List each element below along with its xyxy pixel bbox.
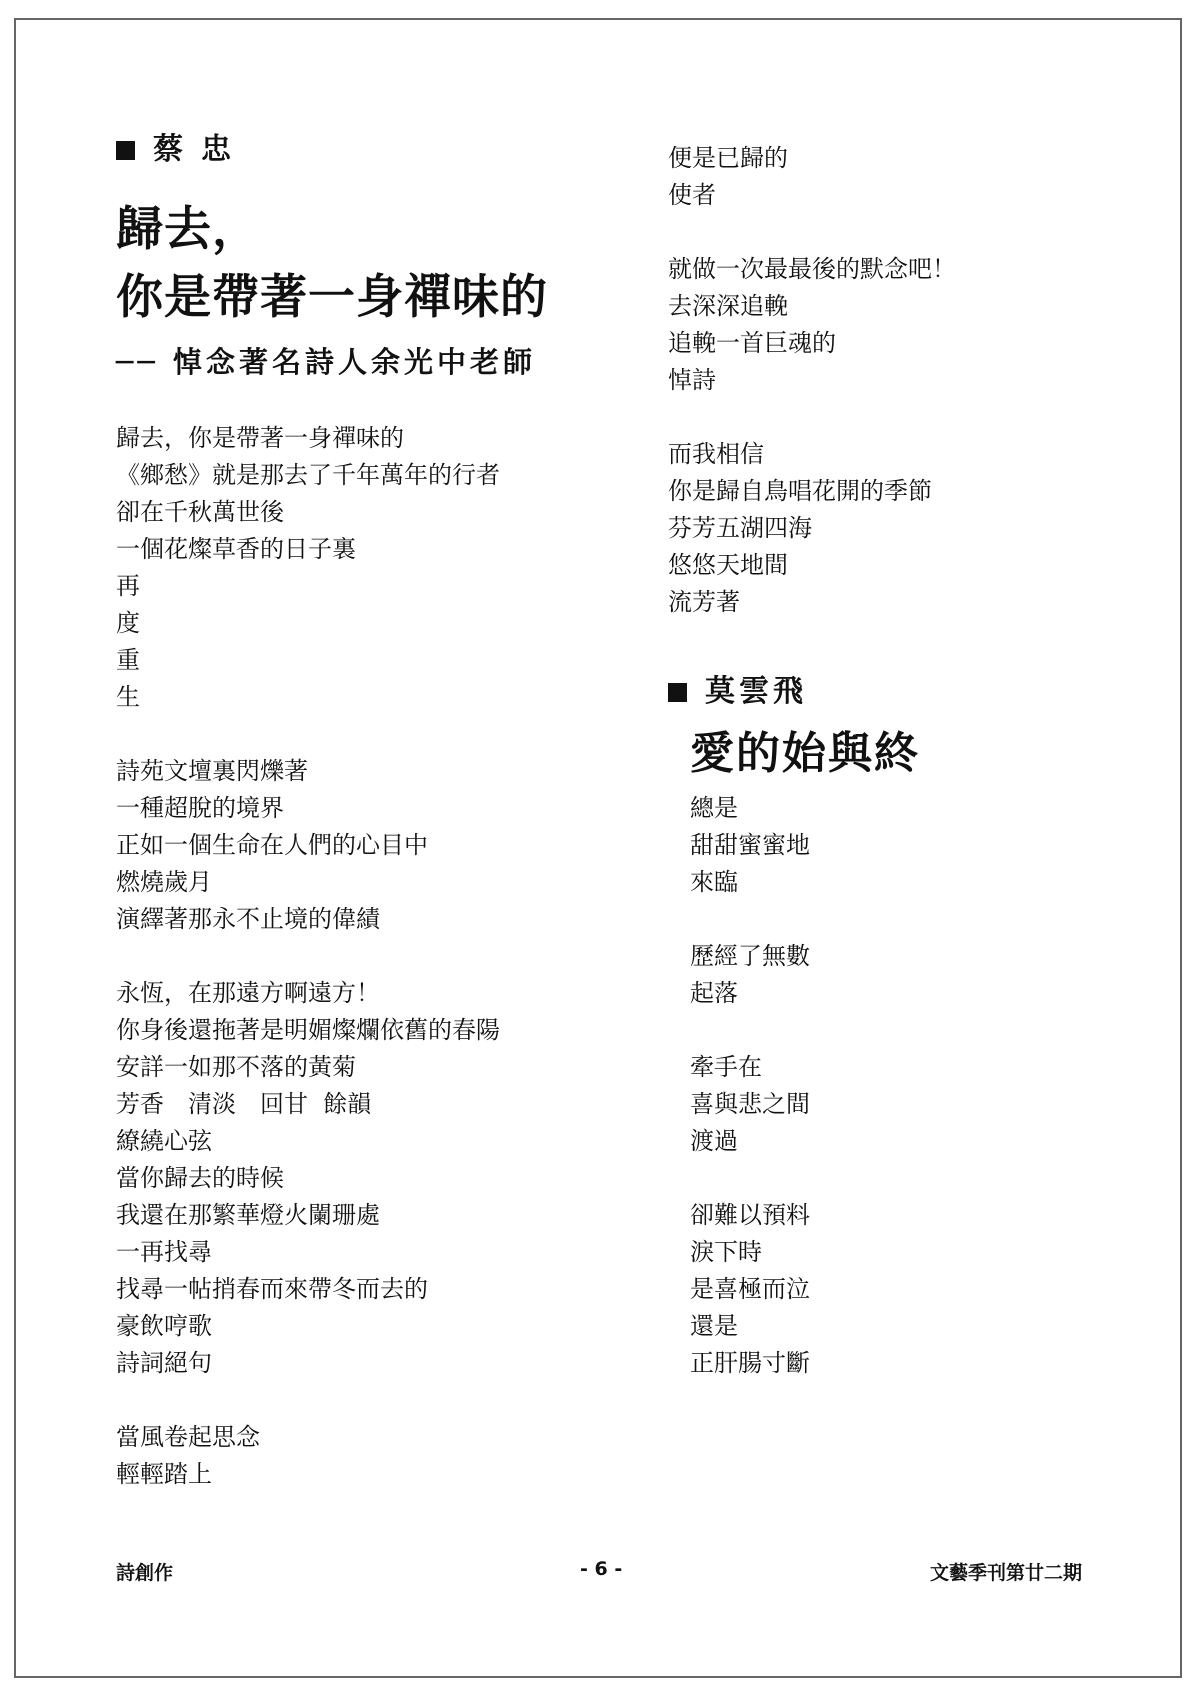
poem-line: 總是 — [690, 794, 738, 822]
poem-line: 還是 — [690, 1312, 738, 1340]
poem-line: 詩苑文壇裏閃爍著 — [116, 757, 308, 785]
poem-line: 豪飲哼歌 — [116, 1312, 212, 1340]
poem-line: 正如一個生命在人們的心目中 — [116, 831, 428, 859]
author-name: 蔡忠 — [153, 132, 249, 167]
stanza-gap — [690, 1012, 1090, 1049]
poem-line: 喜與悲之間 — [690, 1090, 810, 1118]
title-line: 你是帶著一身禪味的 — [116, 270, 548, 325]
poem-line: 安詳一如那不落的黃菊 — [116, 1053, 356, 1081]
stanza-gap — [116, 938, 636, 975]
poem-line: 是喜極而泣 — [690, 1275, 810, 1303]
poem-line: 當你歸去的時候 — [116, 1164, 284, 1192]
left-column — [116, 128, 636, 1493]
poem-line: 就做一次最最後的默念吧！ — [668, 255, 956, 283]
poem-line: 牽手在 — [690, 1053, 762, 1081]
square-bullet-icon — [116, 141, 135, 160]
poem-line: 重 — [116, 646, 140, 674]
poem-line: 一再找尋 — [116, 1238, 212, 1266]
poem-line: 當風卷起思念 — [116, 1423, 260, 1451]
poem-line: 起落 — [690, 979, 738, 1007]
title-line: 歸去， — [116, 202, 260, 257]
poem-line: 悼詩 — [668, 366, 716, 394]
poem-line: 你是歸自鳥唱花開的季節 — [668, 477, 932, 505]
poem-line: 悠悠天地間 — [668, 551, 788, 579]
poem-line: 輕輕踏上 — [116, 1460, 212, 1488]
poem-line: 流芳著 — [668, 588, 740, 616]
poem-line: 演繹著那永不止境的偉績 — [116, 905, 380, 933]
footer-section: 詩創作 — [116, 1562, 174, 1584]
footer-publication: 文藝季刊第廿二期 — [929, 1562, 1082, 1584]
poem-body-continued — [668, 140, 1138, 621]
author-name-2: 莫雲飛 — [705, 674, 807, 709]
poem-line: 正肝腸寸斷 — [690, 1349, 810, 1377]
poem-line: 使者 — [668, 181, 716, 209]
poem-line: 一個花燦草香的日子裏 — [116, 535, 356, 563]
poem-body — [116, 420, 636, 1493]
poem-line: 追輓一首巨魂的 — [668, 329, 836, 357]
poem-line: 而我相信 — [668, 440, 764, 468]
right-column — [668, 140, 1138, 621]
author-heading — [116, 128, 636, 172]
poem-line: 找尋一帖捎春而來帶冬而去的 — [116, 1275, 428, 1303]
poem-line: 一種超脫的境界 — [116, 794, 284, 822]
poem-line: 度 — [116, 609, 140, 637]
poem-line: 甜甜蜜蜜地 — [690, 831, 810, 859]
stanza-gap — [690, 1160, 1090, 1197]
stanza-gap — [116, 1382, 636, 1419]
poem-line: 來臨 — [690, 868, 738, 896]
stanza-gap — [116, 716, 636, 753]
poem-line: 永恆，在那遠方啊遠方！ — [116, 979, 380, 1007]
stanza-gap — [668, 214, 1138, 251]
poem-title — [116, 196, 636, 332]
poem-line: 再 — [116, 572, 140, 600]
poem-line: 卻在千秋萬世後 — [116, 498, 284, 526]
poem-line: 芳香 清淡 回甘 餘韻 — [116, 1090, 372, 1118]
poem-line: 渡過 — [690, 1127, 738, 1155]
poem-line: 歸去，你是帶著一身禪味的 — [116, 424, 404, 452]
stanza-gap — [668, 399, 1138, 436]
author-heading-2 — [668, 670, 807, 714]
poem-line: 淚下時 — [690, 1238, 762, 1266]
poem-line: 燃燒歲月 — [116, 868, 212, 896]
poem-line: 詩詞絕句 — [116, 1349, 212, 1377]
poem-subtitle: ── 悼念著名詩人余光中老師 — [116, 345, 537, 379]
poem-line: 歷經了無數 — [690, 942, 810, 970]
poem-line: 生 — [116, 683, 140, 711]
stanza-gap — [690, 901, 1090, 938]
poem-line: 去深深追輓 — [668, 292, 788, 320]
poem-line: 《鄉愁》就是那去了千年萬年的行者 — [116, 461, 500, 489]
poem-line: 卻難以預料 — [690, 1201, 810, 1229]
footer-page-number: - 6 - — [580, 1558, 623, 1580]
poem-title-2: 愛的始與終 — [690, 728, 920, 779]
poem-line: 我還在那繁華燈火闌珊處 — [116, 1201, 380, 1229]
poem-body-2 — [690, 790, 1090, 1382]
poem-line: 繚繞心弦 — [116, 1127, 212, 1155]
poem-line: 便是已歸的 — [668, 144, 788, 172]
poem-line: 你身後還拖著是明媚燦爛依舊的春陽 — [116, 1016, 500, 1044]
poem-line: 芬芳五湖四海 — [668, 514, 812, 542]
square-bullet-icon — [668, 683, 687, 702]
